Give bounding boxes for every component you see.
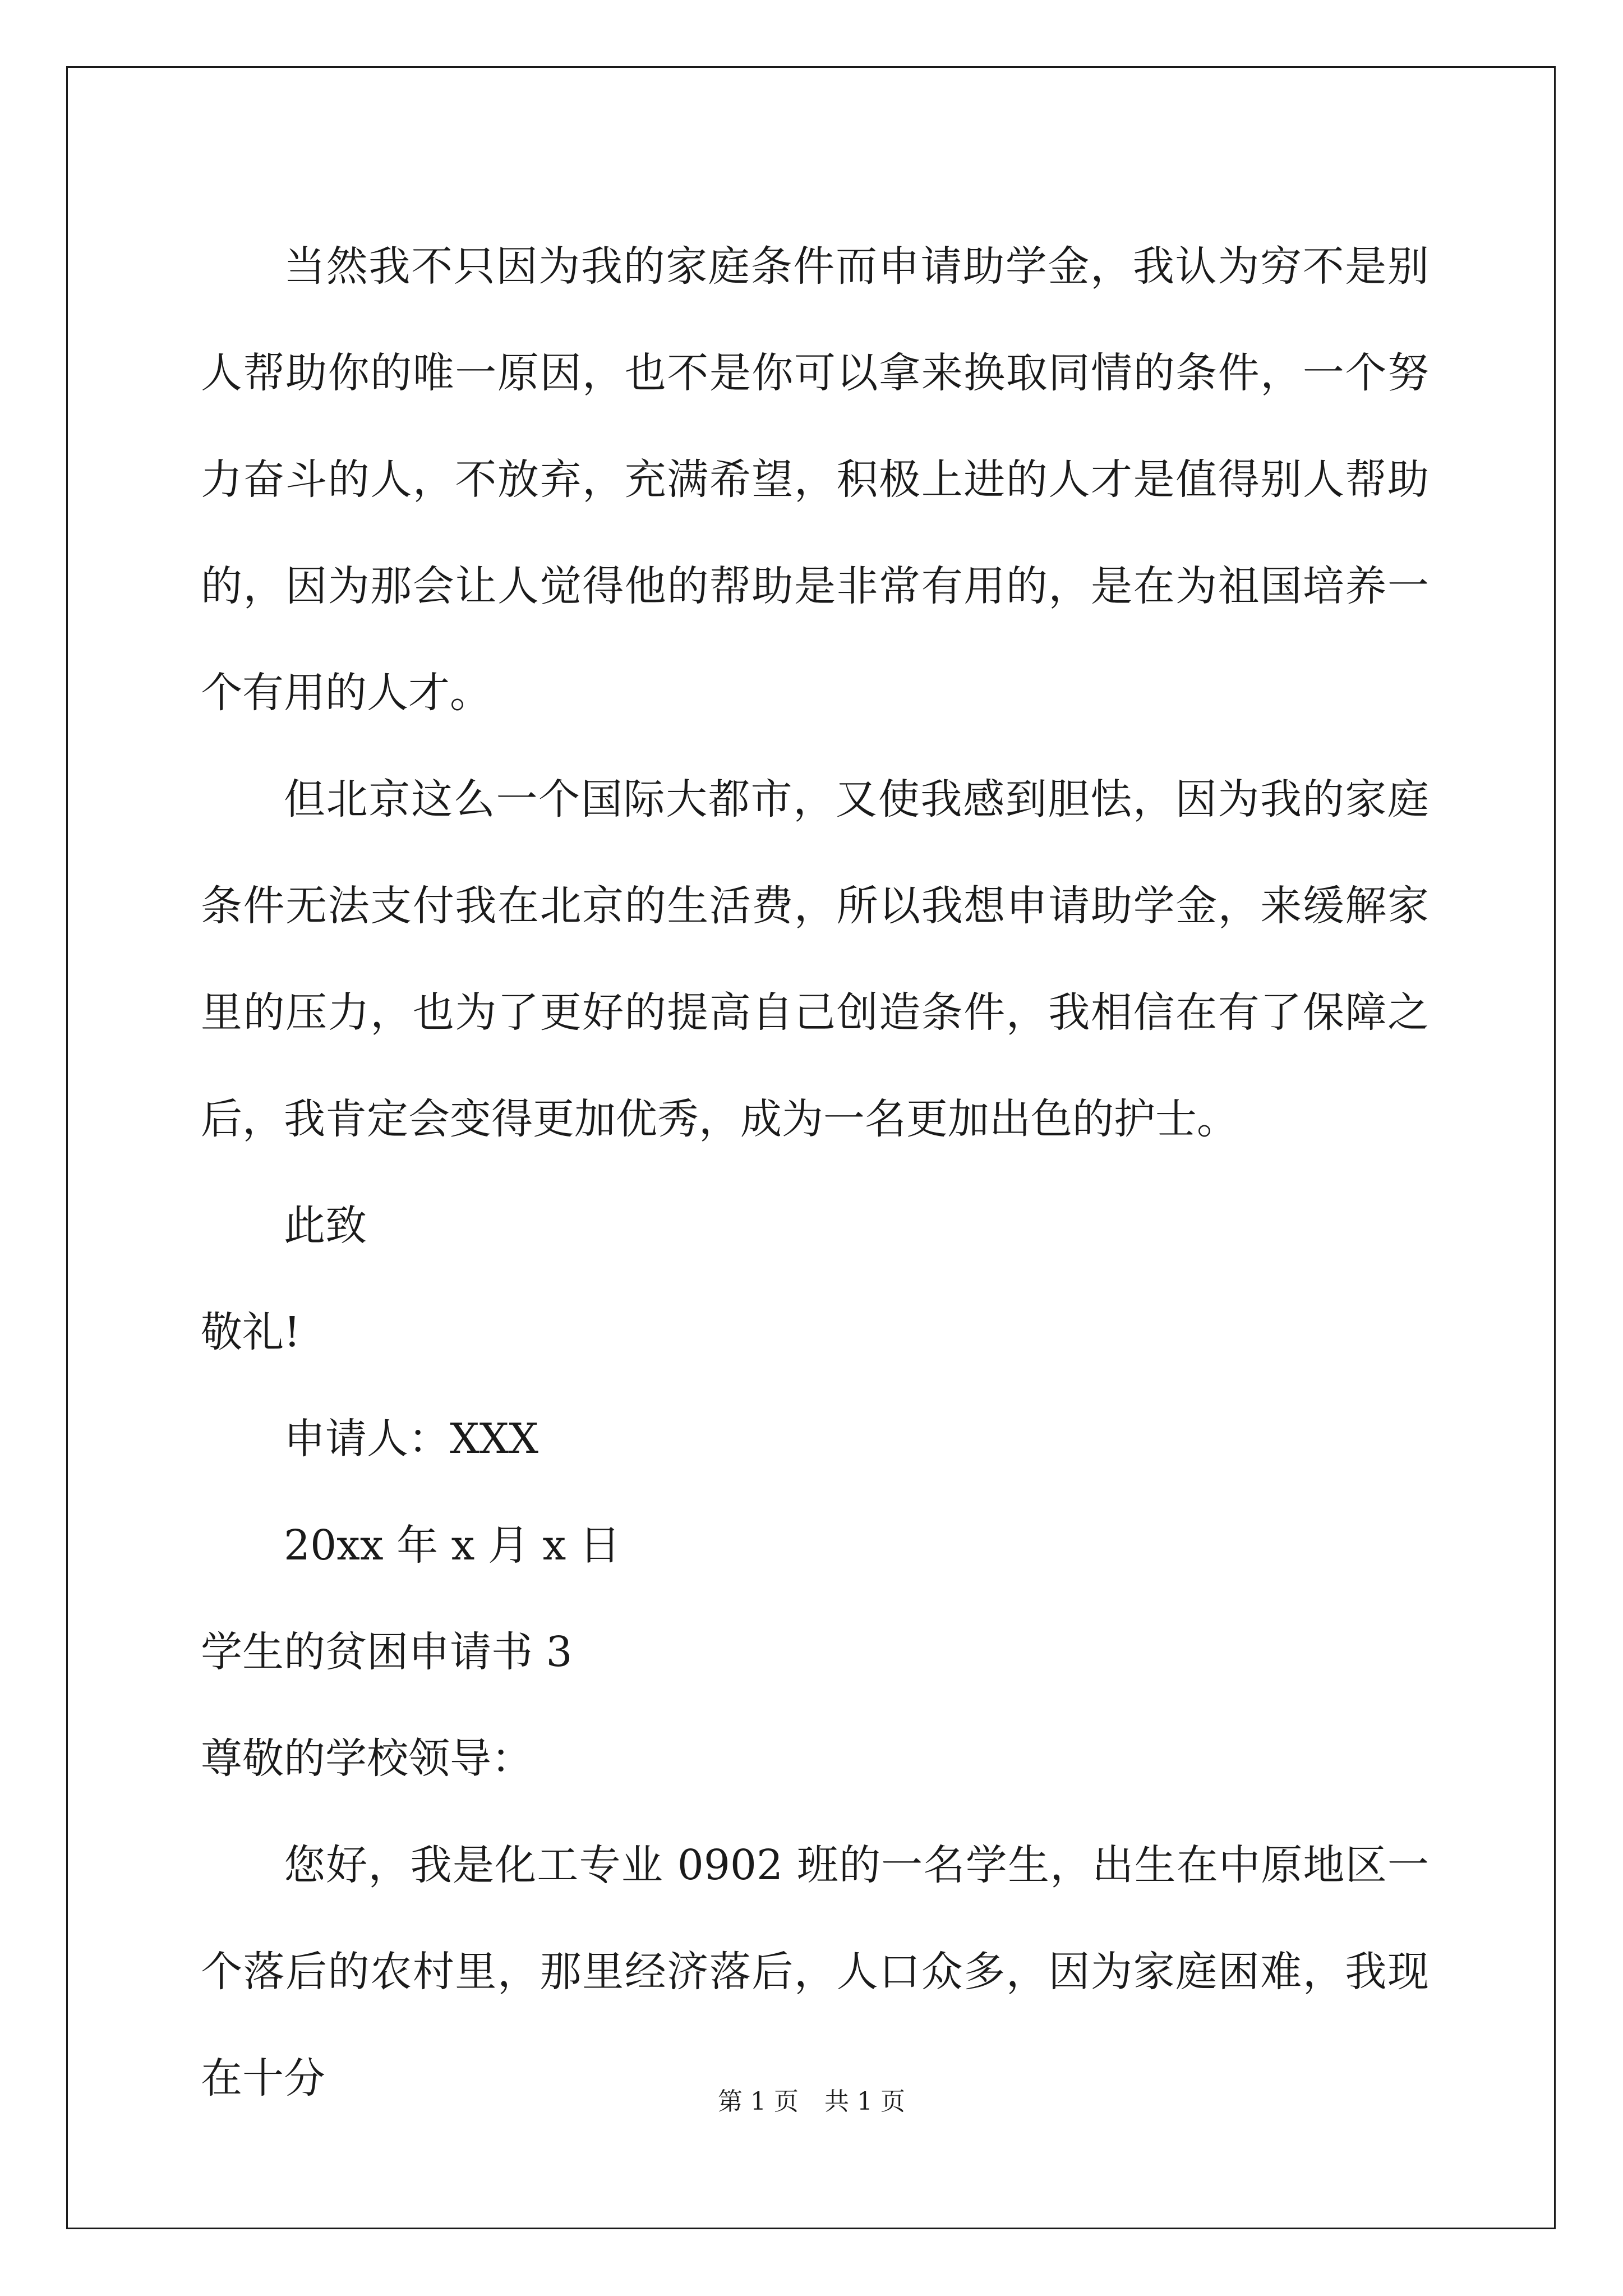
applicant-line: 申请人：XXX	[284, 1415, 539, 1463]
salute-line: 敬礼!	[201, 1308, 301, 1356]
section-title: 学生的贫困申请书 3	[201, 1628, 573, 1676]
page-number-total: 共 1 页	[824, 2087, 905, 2116]
page-number-current: 第 1 页	[718, 2087, 799, 2116]
date-line: 20xx 年 x 月 x 日	[284, 1521, 621, 1570]
greeting-line: 尊敬的学校领导：	[201, 1734, 533, 1783]
paragraph-2: 但北京这么一个国际大都市，又使我感到胆怯，因为我的家庭条件无法支付我在北京的生活费，所以我想申请助学金，来缓解家里的压力，也为了更好的提高自己创造条件，我相信在有了保障之后，我肯定会变得更加优秀，成为一名更加出色的护士。	[201, 775, 1429, 1143]
page-footer	[0, 2081, 1623, 2117]
paragraph-1: 当然我不只因为我的家庭条件而申请助学金，我认为穷不是别人帮助你的唯一原因，也不是你可以拿来换取同情的条件，一个努力奋斗的人，不放弃，充满希望，积极上进的人才是值得别人帮助的，因为那会让人觉得他的帮助是非常有用的，是在为祖国培养一个有用的人才。	[201, 242, 1429, 717]
paragraph-3: 您好，我是化工专业 0902 班的一名学生，出生在中原地区一个落后的农村里，那里经济落后，人口众多，因为家庭困难，我现在十分	[201, 1841, 1429, 2102]
document-body	[201, 213, 1429, 2132]
closing-line: 此致	[284, 1202, 367, 1250]
